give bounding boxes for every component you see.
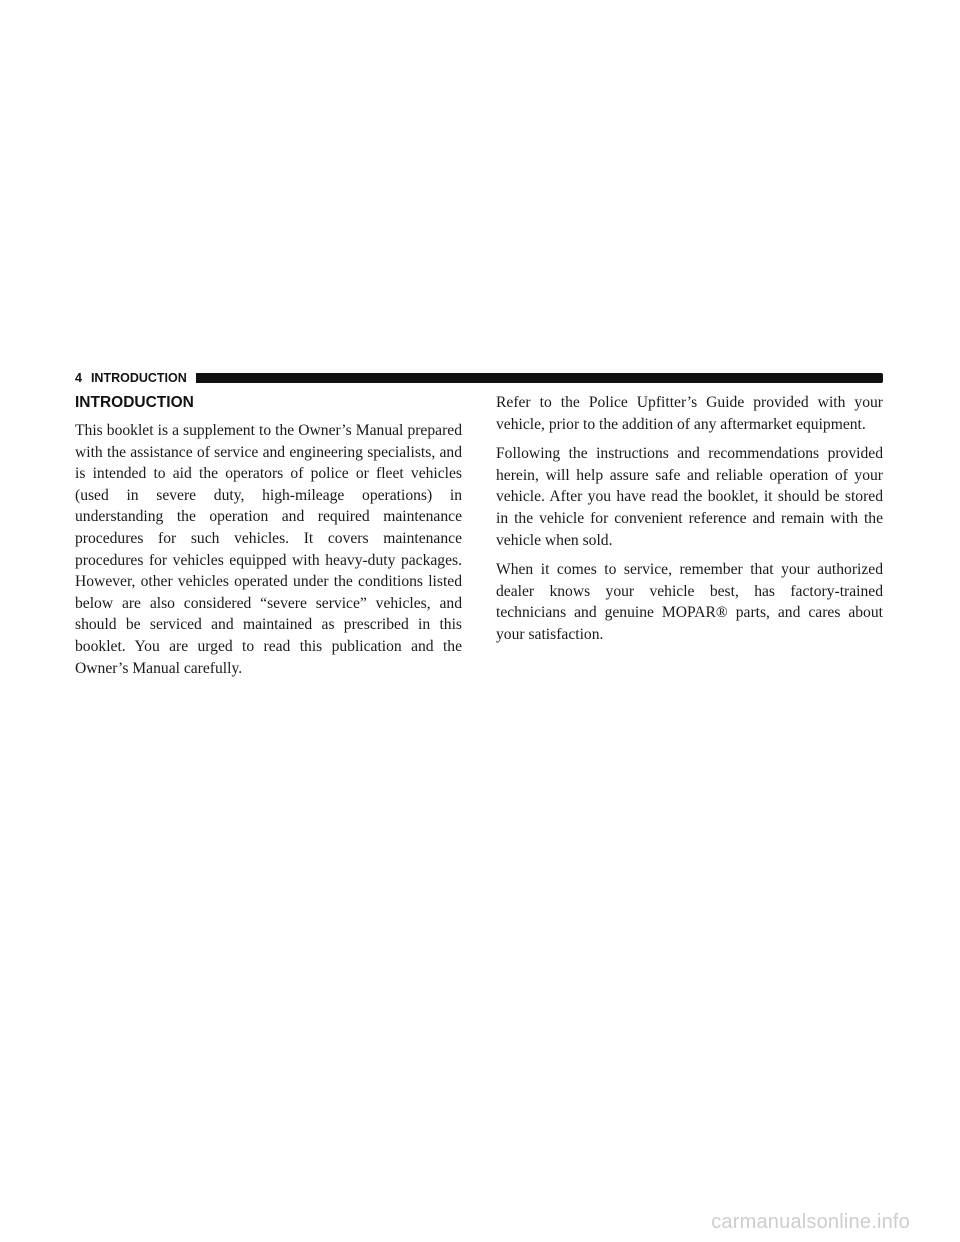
page-number: 4	[75, 371, 82, 385]
section-title: INTRODUCTION	[90, 371, 187, 385]
right-column	[496, 392, 883, 654]
watermark: carmanualsonline.info	[711, 1211, 910, 1233]
intro-paragraph: This booklet is a supplement to the Owner’s Manual prepared with the assistance of service and engineering specialists, and is intended to aid the operators of police or fleet vehicles (used in severe duty, high-mileage operations) in understanding the operation and required maintenance procedures for such vehicles. It covers maintenance procedures for vehicles equipped with heavy-duty packages. However, other vehicles operated under the conditions listed below are also considered “severe service” vehicles, and should be serviced and maintained as prescribed in this booklet. You are urged to read this publication and the Owner’s Manual carefully.	[75, 422, 462, 677]
running-header	[75, 370, 883, 386]
left-column	[75, 391, 462, 687]
upfitter-paragraph: Refer to the Police Upfitter’s Guide provided with your vehicle, prior to the addition of any aftermarket equipment.	[496, 394, 883, 433]
service-paragraph: When it comes to service, remember that your authorized dealer knows your vehicle best, has factory-trained technicians and genuine MOPAR® parts, and cares about your satisfaction.	[496, 561, 883, 643]
header-rule	[196, 373, 883, 383]
instructions-paragraph: Following the instructions and recommendations provided herein, will help assure safe and reliable operation of your vehicle. After you have read the booklet, it should be stored in the vehicle for convenient reference and remain with the vehicle when sold.	[496, 445, 883, 549]
section-heading: INTRODUCTION	[75, 394, 194, 411]
